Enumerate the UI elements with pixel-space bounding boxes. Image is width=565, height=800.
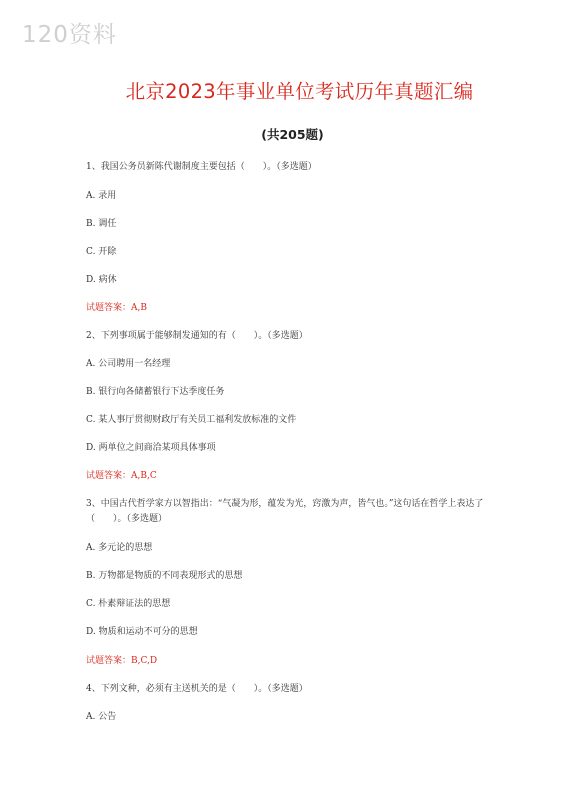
question-1-option-a: A. 录用 — [86, 191, 117, 201]
question-2-option-b: B. 银行向各储蓄银行下达季度任务 — [86, 387, 225, 397]
document-subtitle: (共205题) — [261, 127, 324, 142]
question-3-stem: 3、中国古代哲学家方以智指出：“气凝为形，蕴发为光，窍激为声，皆气也。”这句话在哲学上表达了（ ）。（多选题） — [86, 499, 484, 524]
watermark-text: 120资料 — [22, 22, 117, 48]
question-1-option-c: C. 开除 — [86, 247, 117, 257]
question-1-answer: 试题答案：A,B — [86, 303, 147, 313]
question-3-option-c: C. 朴素辩证法的思想 — [86, 599, 171, 609]
question-2-option-a: A. 公司聘用一名经理 — [86, 359, 171, 369]
question-1-stem: 1、我国公务员新陈代谢制度主要包括（ ）。（多选题） — [86, 162, 317, 172]
question-2-option-d: D. 两单位之间商洽某项具体事项 — [86, 443, 216, 453]
question-4-option-a: A. 公告 — [86, 712, 117, 722]
question-3-option-d: D. 物质和运动不可分的思想 — [86, 627, 198, 637]
question-3-answer: 试题答案：B,C,D — [86, 656, 158, 666]
question-2-option-c: C. 某人事厅贯彻财政厅有关员工福利发放标准的文件 — [86, 415, 297, 425]
question-2-stem: 2、下列事项属于能够制发通知的有（ ）。（多选题） — [86, 331, 308, 341]
question-4-stem: 4、下列文种，必须有主送机关的是（ ）。（多选题） — [86, 684, 308, 694]
question-1-option-b: B. 调任 — [86, 219, 117, 229]
question-3-option-a: A. 多元论的思想 — [86, 543, 153, 553]
question-3-option-b: B. 万物都是物质的不同表现形式的思想 — [86, 571, 243, 581]
question-1-option-d: D. 病休 — [86, 275, 117, 285]
question-2-answer: 试题答案：A,B,C — [86, 471, 157, 481]
document-title: 北京2023年事业单位考试历年真题汇编 — [125, 80, 474, 103]
